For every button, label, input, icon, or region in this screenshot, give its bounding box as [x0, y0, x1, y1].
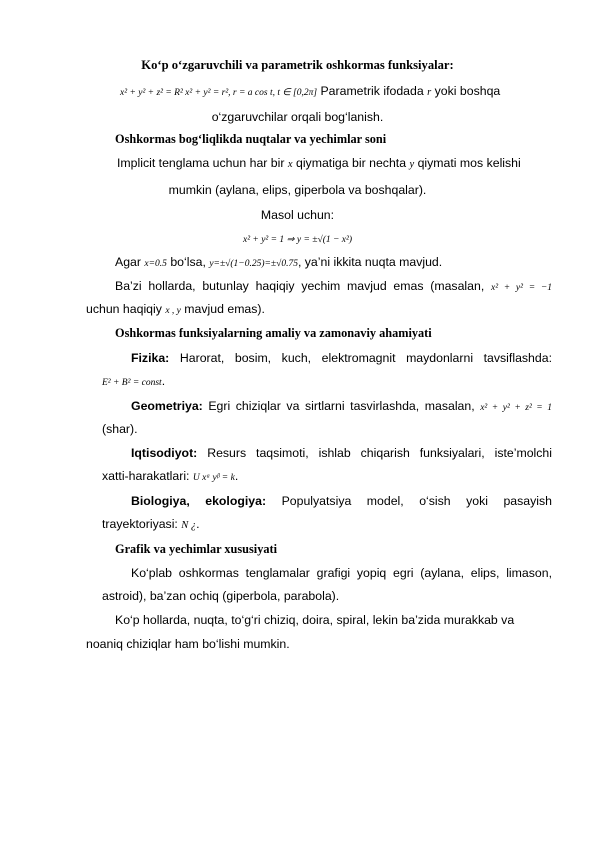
example-formula-text: x² + y² = 1 ⇒ y = ±√(1 − x²): [242, 235, 353, 245]
iqtisodiyot-text-2: xatti-harakatlari:: [102, 469, 190, 483]
section1-p1-line1: [117, 156, 521, 172]
geometriya-label: Geometriya:: [131, 399, 203, 413]
biologiya-line2: [102, 517, 200, 533]
p1-text-c: qiymati mos kelishi: [417, 156, 521, 170]
agar-formula-2: y=±√(1−0.25)=±√0.75: [209, 259, 298, 269]
var-x: x: [287, 159, 293, 170]
parametric-line-2: o‘zgaruvchilar orqali bog‘lanish.: [211, 110, 384, 124]
fizika-text: Harorat, bosim, kuch, elektromagnit maydonlarni tavsiflashda:: [179, 351, 552, 365]
iqtisodiyot-line1: [131, 446, 552, 461]
geometriya-text: Egri chiziqlar va sirtlarni tasvirlashda, masalan,: [208, 399, 475, 413]
grafik-p2-line1: Ko‘p hollarda, nuqta, to‘g‘ri chiziq, doira, spiral, lekin ba’zida murakkab va: [115, 613, 515, 627]
bazi-text-a: Ba’zi hollarda, butunlay haqiqiy yechim mavjud emas (masalan,: [115, 279, 485, 293]
parametric-formula: x² + y² + z² = R² x² + y² = r², r = a cos t, t ∈ [0,2π]: [120, 88, 318, 98]
grafik-p1-text-1: Ko‘plab oshkormas tenglamalar grafigi yopiq egri (aylana, elips, limason,: [131, 566, 552, 580]
agar-line: [115, 255, 442, 272]
biologiya-end: .: [196, 517, 200, 531]
iqtisodiyot-text: Resurs taqsimoti, ishlab chiqarish funksiyalari, iste’molchi: [207, 446, 552, 460]
var-r: r: [427, 87, 432, 98]
bazi-line2: [86, 302, 265, 319]
page-title: Ko‘p o‘zgaruvchili va parametrik oshkormas funksiyalar:: [141, 58, 454, 72]
grafik-p1-line2: astroid), ba’zan ochiq (giperbola, parabola).: [102, 589, 340, 603]
fizika-line2: [102, 374, 165, 391]
section1-p1-line2: mumkin (aylana, elips, giperbola va boshqalar).: [168, 183, 427, 197]
geometriya-formula: x² + y² + z² = 1: [480, 403, 552, 413]
iqtisodiyot-end: .: [234, 469, 239, 483]
biologiya-label: Biologiya, ekologiya:: [131, 494, 267, 508]
bazi-formula: x² + y² = −1: [491, 283, 552, 293]
grafik-p2-line2: noaniq chiziqlar ham bo‘lishi mumkin.: [86, 637, 290, 651]
example-label: Masol uchun:: [260, 208, 335, 222]
section2-heading: Oshkormas funksiyalarning amaliy va zamonaviy ahamiyati: [115, 326, 432, 340]
parametric-text-a: Parametrik ifodada: [320, 84, 424, 98]
p1-text-a: Implicit tenglama uchun har bir: [117, 156, 285, 170]
biologiya-text-2: trayektoriyasi:: [102, 517, 178, 531]
biologiya-line1: [131, 494, 552, 509]
biologiya-text: Populyatsiya model, o‘sish yoki pasayish: [281, 494, 553, 508]
parametric-line: [120, 84, 500, 101]
agar-formula-1: x=0.5: [144, 259, 167, 269]
bazi-text-b: uchun haqiqiy: [86, 302, 162, 316]
iqtisodiyot-label: Iqtisodiyot:: [131, 446, 198, 460]
var-y: y: [409, 159, 415, 170]
section3-heading: Grafik va yechimlar xususiyati: [115, 542, 278, 556]
biologiya-formula: N ¿: [181, 520, 197, 531]
parametric-text-b: yoki boshqa: [434, 84, 501, 98]
geometriya-line1: [131, 399, 552, 416]
p1-text-b: qiymatiga bir nechta: [295, 156, 407, 170]
section1-heading: Oshkormas bog‘liqlikda nuqtalar va yechimlar soni: [115, 132, 387, 146]
agar-text-b: bo‘lsa,: [170, 255, 206, 269]
fizika-end: .: [161, 374, 166, 388]
fizika-formula: E² + B² = const: [102, 378, 162, 388]
fizika-line1: [131, 351, 552, 366]
bazi-text-c: mavjud emas).: [184, 302, 265, 316]
agar-text-c: , ya’ni ikkita nuqta mavjud.: [297, 255, 443, 269]
geometriya-line2: (shar).: [102, 422, 138, 436]
grafik-p1-line1: [131, 566, 552, 581]
iqtisodiyot-formula: U xᵃ yᵝ = k: [192, 473, 235, 483]
example-formula: [0, 231, 595, 248]
bazi-vars: x , y: [165, 306, 181, 316]
bazi-line1: [115, 279, 552, 296]
iqtisodiyot-line2: [102, 469, 238, 486]
fizika-label: Fizika:: [131, 351, 170, 365]
agar-text-a: Agar: [115, 255, 141, 269]
